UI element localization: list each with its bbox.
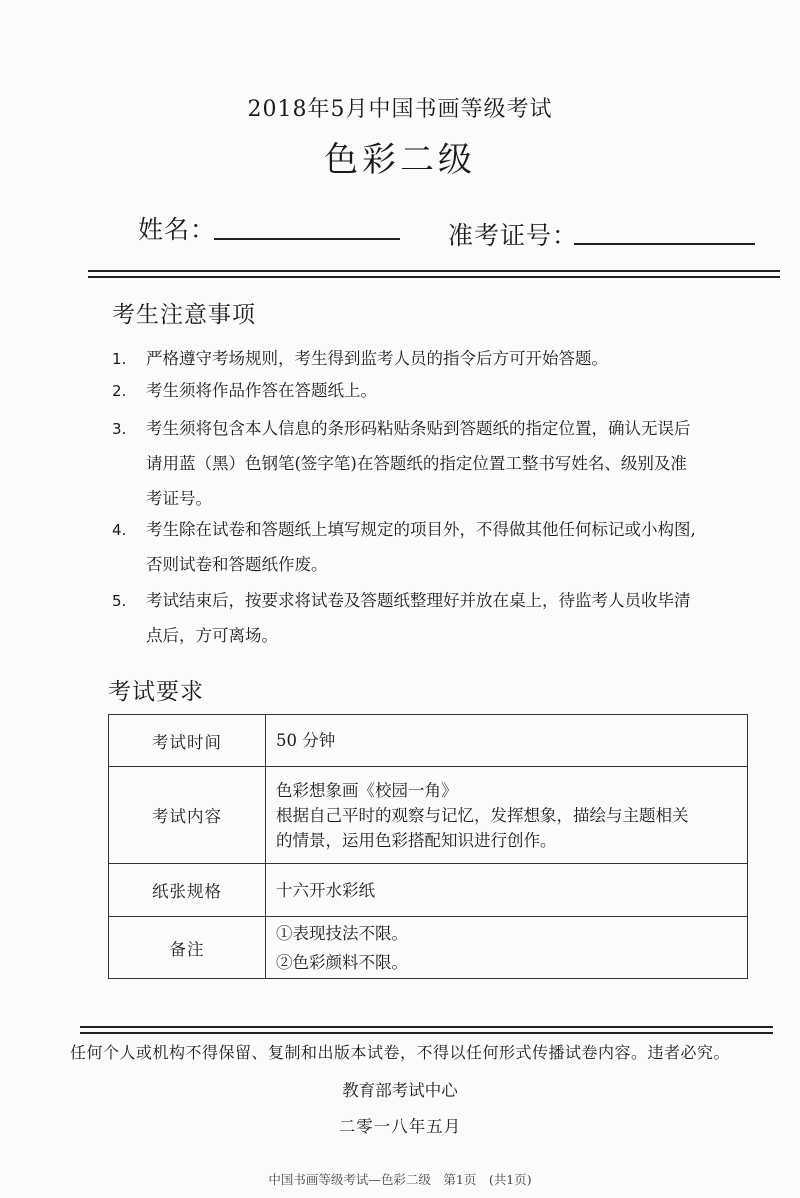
requirements-table (108, 714, 748, 979)
row-key: 备注 (109, 917, 266, 979)
cell-line: 色彩想象画《校园一角》 (276, 780, 458, 800)
notice-line: 否则试卷和答题纸作废。 (146, 555, 328, 574)
notice-number: 1. (112, 350, 127, 368)
copyright-notice: 任何个人或机构不得保留、复制和出版本试卷，不得以任何形式传播试卷内容。违者必究。 (69, 1043, 730, 1062)
footer-divider (80, 1026, 773, 1034)
row-key: 考试时间 (109, 715, 266, 767)
notice-line: 考生除在试卷和答题纸上填写规定的项目外，不得做其他任何标记或小构图, (146, 520, 696, 539)
cell-line: 根据自己平时的观察与记忆，发挥想象，描绘与主题相关 (276, 805, 689, 825)
row-key: 纸张规格 (109, 864, 266, 917)
notice-heading: 考生注意事项 (112, 302, 256, 328)
exam-level: 色彩二级 (324, 140, 476, 180)
notice-number: 3. (112, 420, 127, 438)
header-divider (88, 270, 780, 278)
row-value (266, 917, 748, 979)
cell-line: ①表现技法不限。 (276, 923, 408, 943)
row-value (266, 767, 748, 864)
exam-id-label: 准考证号： (448, 221, 579, 250)
notice-text (146, 343, 776, 378)
notice-text (146, 413, 776, 518)
page-footer: 中国书画等级考试—色彩二级 第1页 (共1页) (268, 1172, 532, 1187)
table-row (109, 715, 748, 767)
notice-number: 5. (112, 592, 127, 610)
exam-id-blank-line (574, 243, 755, 245)
notice-line: 点后，方可离场。 (146, 626, 278, 645)
cell-line: 的情景，运用色彩搭配知识进行创作。 (276, 830, 557, 850)
cell-line: ②色彩颜料不限。 (276, 952, 408, 972)
notice-line: 考生须将作品作答在答题纸上。 (146, 381, 377, 400)
notice-line: 请用蓝（黑）色钢笔(签字笔)在答题纸的指定位置工整书写姓名、级别及准 (146, 454, 687, 473)
notice-line: 严格遵守考场规则，考生得到监考人员的指令后方可开始答题。 (146, 349, 608, 368)
row-value (266, 864, 748, 917)
notice-text (146, 375, 776, 410)
cell-line: 十六开水彩纸 (276, 880, 375, 900)
notice-number: 2. (112, 382, 127, 400)
table-row (109, 917, 748, 979)
notice-line: 考试结束后，按要求将试卷及答题纸整理好并放在桌上，待监考人员收毕清 (146, 591, 691, 610)
issuer: 教育部考试中心 (342, 1081, 458, 1100)
notice-number: 4. (112, 521, 127, 539)
row-key: 考试内容 (109, 767, 266, 864)
name-blank-line (214, 238, 400, 240)
requirements-heading: 考试要求 (108, 679, 204, 705)
table-row (109, 864, 748, 917)
name-label: 姓名： (138, 215, 217, 244)
cell-line: 50 分钟 (276, 731, 336, 750)
notice-text (146, 514, 776, 584)
exam-title: 2018年5月中国书画等级考试 (247, 97, 553, 122)
row-value (266, 715, 748, 767)
notice-text (146, 585, 776, 655)
table-row (109, 767, 748, 864)
notice-line: 考生须将包含本人信息的条形码粘贴条贴到答题纸的指定位置，确认无误后 (146, 419, 691, 438)
issue-date: 二零一八年五月 (338, 1117, 462, 1136)
notice-line: 考证号。 (146, 489, 212, 508)
